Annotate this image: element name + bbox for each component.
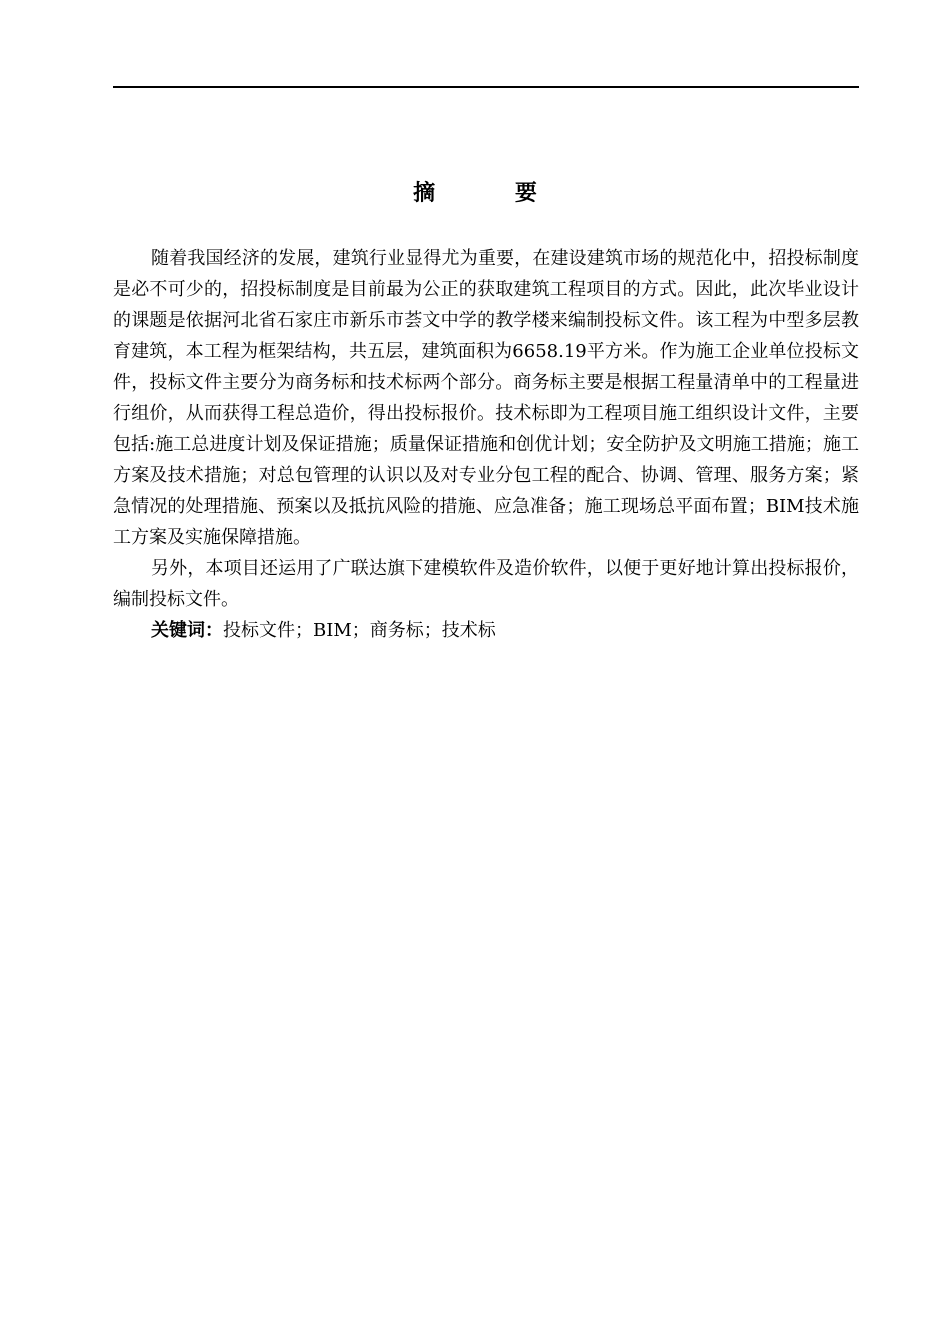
keywords-line (113, 615, 859, 646)
abstract-paragraph-2: 另外，本项目还运用了广联达旗下建模软件及造价软件，以便于更好地计算出投标报价，编制投标文件。 (113, 558, 859, 610)
keywords-value: 投标文件；BIM；商务标；技术标 (223, 620, 496, 641)
abstract-title: 摘 要 (413, 181, 573, 206)
header-rule (113, 86, 859, 88)
abstract-body (113, 243, 859, 646)
abstract-paragraph-1: 随着我国经济的发展，建筑行业显得尤为重要，在建设建筑市场的规范化中，招投标制度是必不可少的，招投标制度是目前最为公正的获取建筑工程项目的方式。因此，此次毕业设计的课题是依据河北省石家庄市新乐市荟文中学的教学楼来编制投标文件。该工程为中型多层教育建筑，本工程为框架结构，共五层，建筑面积为6658.19平方米。作为施工企业单位投标文件，投标文件主要分为商务标和技术标两个部分。商务标主要是根据工程量清单中的工程量进行组价，从而获得工程总造价，得出投标报价。技术标即为工程项目施工组织设计文件，主要包括:施工总进度计划及保证措施；质量保证措施和创优计划；安全防护及文明施工措施；施工方案及技术措施；对总包管理的认识以及对专业分包工程的配合、协调、管理、服务方案；紧急情况的处理措施、预案以及抵抗风险的措施、应急准备；施工现场总平面布置；BIM技术施工方案及实施保障措施。 (113, 248, 859, 548)
keywords-label: 关键词： (151, 620, 223, 641)
